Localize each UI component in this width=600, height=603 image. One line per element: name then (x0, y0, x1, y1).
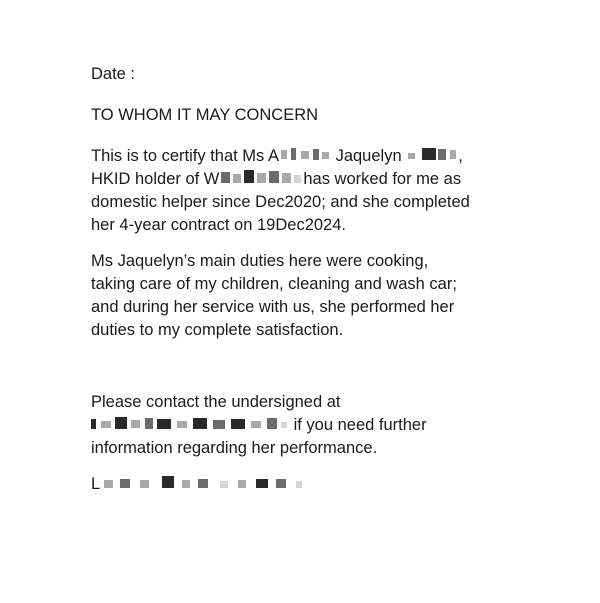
certify-text: This is to certify that Ms A (91, 147, 279, 165)
paragraph-1-line-2 (91, 168, 461, 191)
paragraph-1-line-1 (91, 145, 463, 168)
paragraph-2-line-1: Ms Jaquelyn’s main duties here were cooking, (91, 252, 429, 270)
redacted-signatory-name (100, 475, 305, 489)
date-label: Date : (91, 65, 136, 83)
paragraph-2-line-2: taking care of my children, cleaning and wash car; (91, 275, 457, 293)
further-text: if you need further (293, 416, 427, 434)
paragraph-3-line-3: information regarding her performance. (91, 439, 378, 457)
redacted-contact-number (91, 416, 289, 430)
paragraph-1-line-4: her 4-year contract on 19Dec2024. (91, 216, 346, 234)
salutation: TO WHOM IT MAY CONCERN (91, 106, 319, 124)
paragraph-3-line-2 (91, 414, 427, 437)
signature-initial: L (91, 475, 101, 493)
worked-for-me-text: has worked for me as (303, 170, 462, 188)
redacted-first-name (279, 147, 331, 161)
signature-line (91, 473, 305, 496)
paragraph-2-line-3: and during her service with us, she performed her (91, 298, 455, 316)
hkid-holder-text: HKID holder of W (91, 170, 220, 188)
redacted-surname (406, 147, 458, 161)
paragraph-1-line-3: domestic helper since Dec2020; and she completed (91, 193, 470, 211)
comma: , (458, 147, 463, 165)
redacted-hkid (219, 170, 303, 184)
paragraph-3-line-1: Please contact the undersigned at (91, 393, 341, 411)
paragraph-2-line-4: duties to my complete satisfaction. (91, 321, 344, 339)
name-jaquelyn: Jaquelyn (335, 147, 402, 165)
